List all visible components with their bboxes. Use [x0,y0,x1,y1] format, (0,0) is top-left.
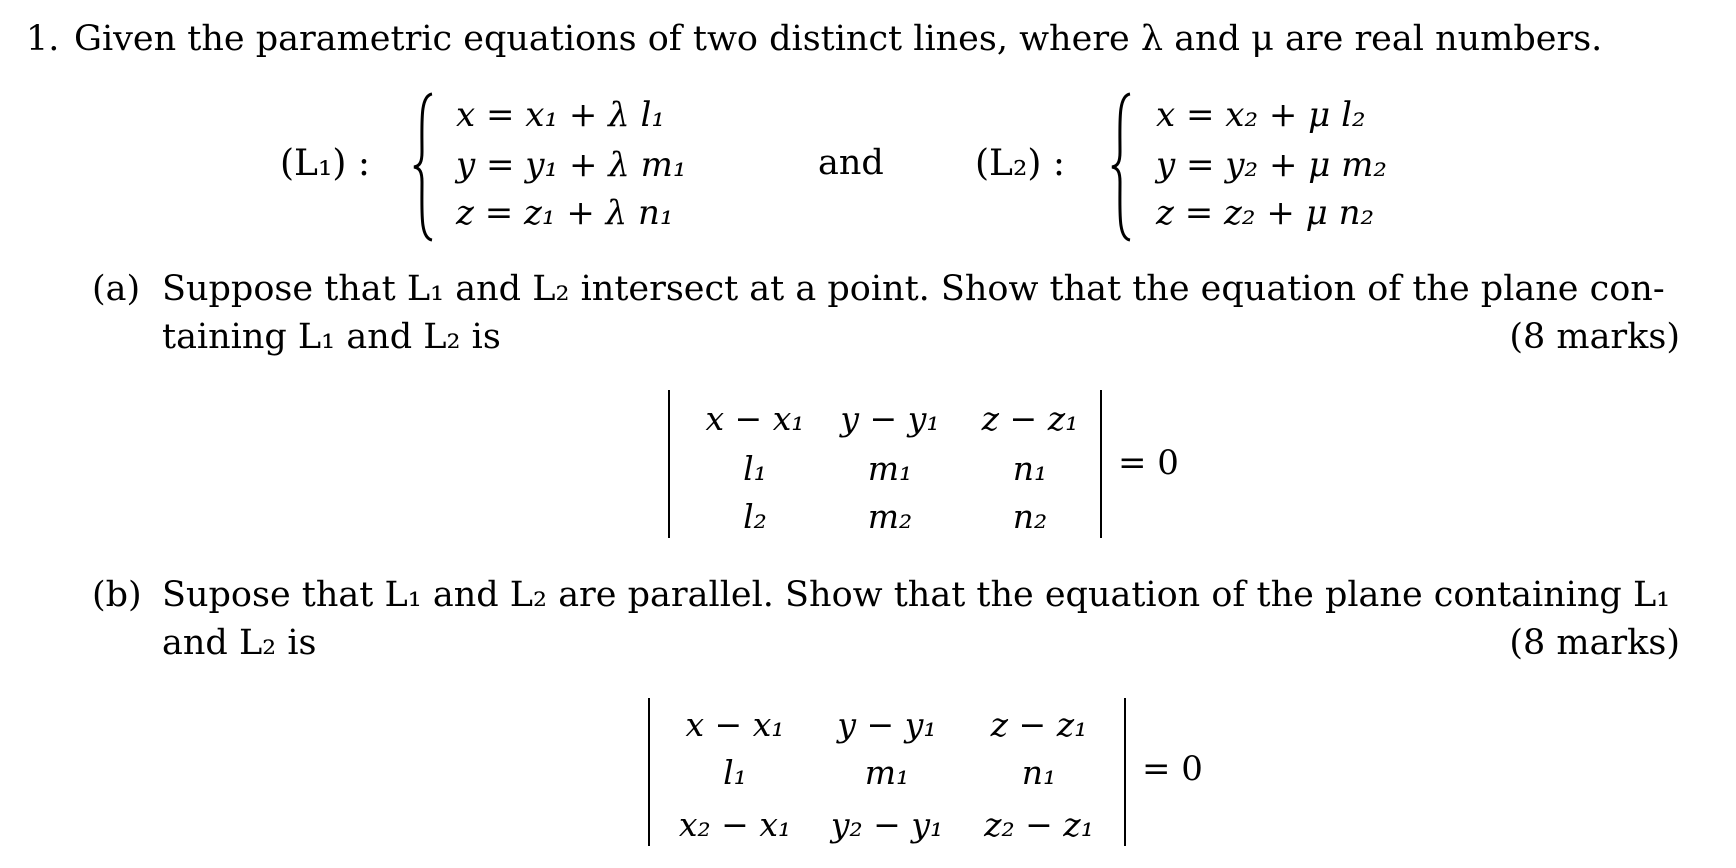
det-a-r1c3: z − z₁ [981,399,1079,438]
l1-eq-z: z = z₁ + λ n₁ [456,193,674,233]
det-a-rhs: = 0 [1118,443,1179,483]
part-a-label: (a) [92,269,141,309]
l1-eq-x: x = x₁ + λ l₁ [456,95,666,135]
question-number: 1. [26,19,60,59]
l1-brace [412,92,436,242]
det-a-left-bar [668,390,670,538]
det-b-r2c3: n₁ [1021,753,1057,792]
det-a-r3c2: m₂ [867,497,913,536]
connector-and: and [818,143,884,183]
det-b-r1c2: y − y₁ [837,705,937,744]
l1-label: (L₁) : [280,143,370,184]
part-b-label: (b) [92,575,142,615]
part-a-line1: Suppose that L₁ and L₂ intersect at a point. Show that the equation of the plane con- [162,269,1665,309]
det-b-r3c3: z₂ − z₁ [984,805,1094,844]
det-b-right-bar [1124,698,1126,846]
det-a-right-bar [1100,390,1102,538]
l2-eq-y: y = y₂ + μ m₂ [1156,145,1388,185]
det-b-r2c1: l₁ [723,753,747,792]
det-b-r1c3: z − z₁ [990,705,1088,744]
part-b-line1: Supose that L₁ and L₂ are parallel. Show that the equation of the plane containing L₁ [162,575,1671,615]
det-a-r3c1: l₂ [743,497,767,536]
det-b-r2c2: m₁ [864,753,910,792]
l2-eq-x: x = x₂ + μ l₂ [1156,95,1366,135]
l2-label: (L₂) : [975,143,1065,184]
det-b-r3c2: y₂ − y₁ [830,805,944,844]
part-b-line2: and L₂ is [162,623,317,663]
part-a-marks: (8 marks) [1509,317,1680,357]
det-a-r2c1: l₁ [743,449,767,488]
det-b-r1c1: x − x₁ [685,705,785,744]
question-intro: Given the parametric equations of two distinct lines, where λ and μ are real numbers. [74,19,1603,59]
det-a-r1c2: y − y₁ [840,399,940,438]
det-a-r2c3: n₁ [1012,449,1048,488]
det-a-r3c3: n₂ [1012,497,1048,536]
det-a-r1c1: x − x₁ [705,399,805,438]
l2-brace [1110,92,1134,242]
l2-eq-z: z = z₂ + μ n₂ [1156,193,1375,233]
det-b-rhs: = 0 [1142,749,1203,789]
det-b-left-bar [648,698,650,846]
l1-eq-y: y = y₁ + λ m₁ [456,145,687,185]
det-b-r3c1: x₂ − x₁ [678,805,792,844]
part-a-line2: taining L₁ and L₂ is [162,317,501,357]
det-a-r2c2: m₁ [867,449,913,488]
part-b-marks: (8 marks) [1509,623,1680,663]
